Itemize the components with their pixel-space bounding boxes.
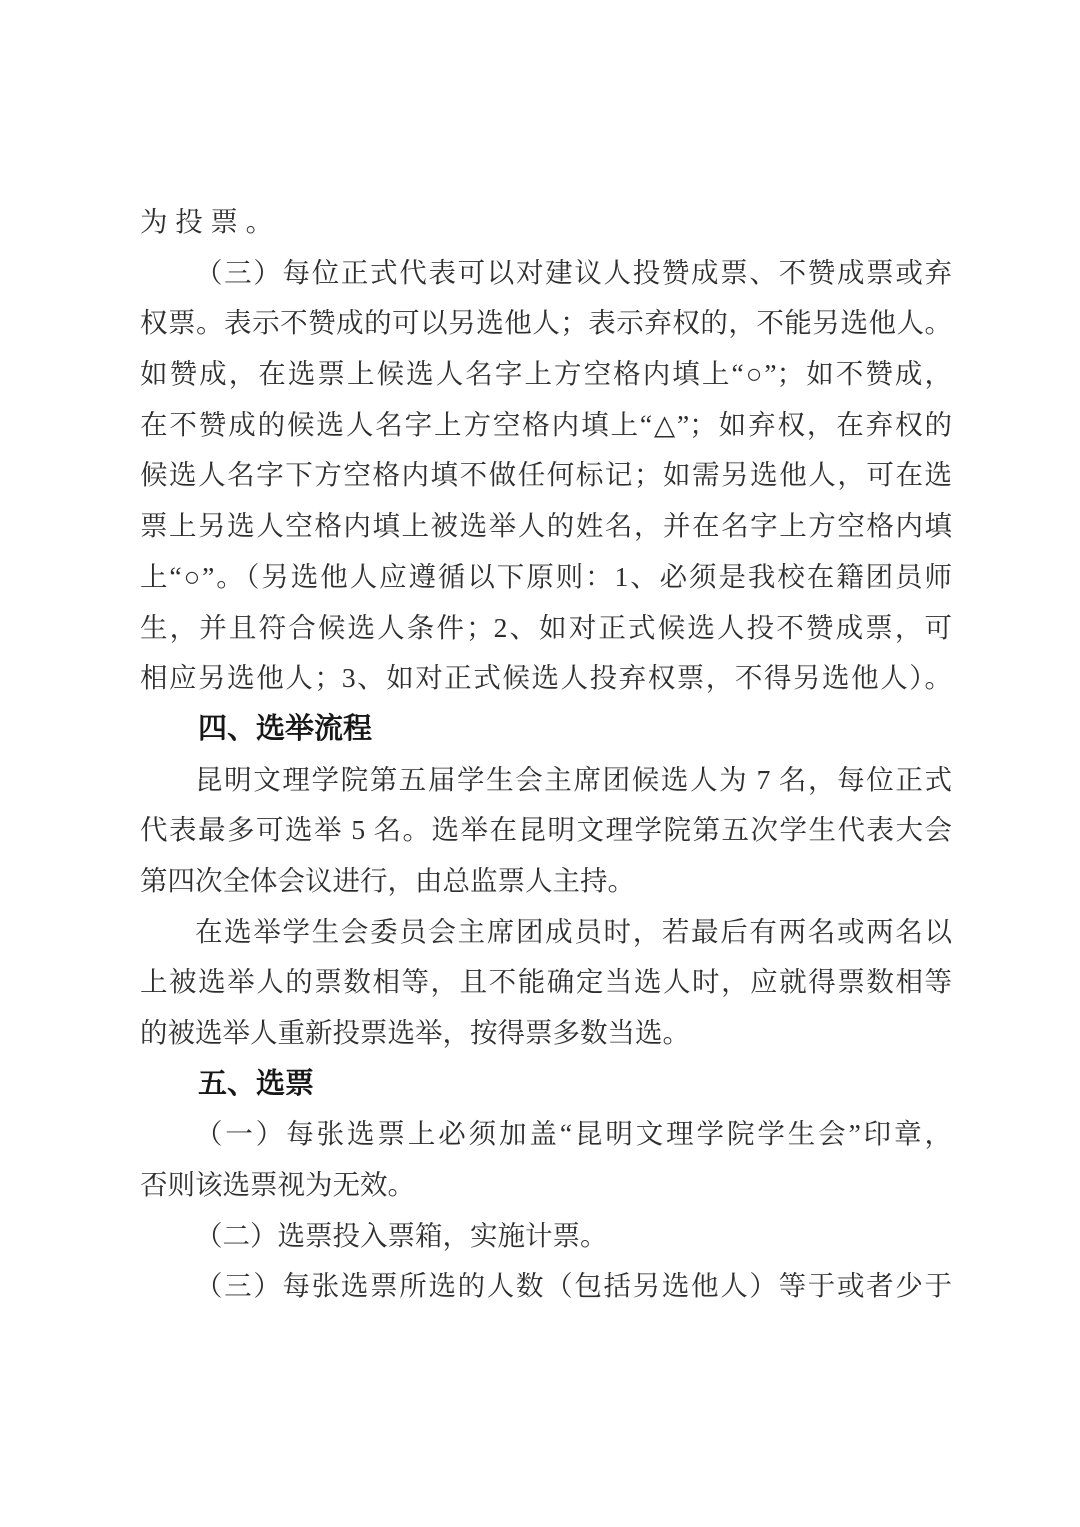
text-line: 权票。表示不赞成的可以另选他人；表示弃权的，不能另选他人。 bbox=[140, 307, 952, 339]
text-line: 上“○”。（另选他人应遵循以下原则：1、必须是我校在籍团员师 bbox=[140, 560, 952, 592]
text-line: （三）每位正式代表可以对建议人投赞成票、不赞成票或弃 bbox=[195, 256, 952, 288]
text-line: 相应另选他人；3、如对正式候选人投弃权票，不得另选他人）。 bbox=[140, 662, 952, 694]
text-line: 如赞成，在选票上候选人名字上方空格内填上“○”；如不赞成， bbox=[140, 358, 952, 390]
section-heading: 五、选票 bbox=[198, 1067, 315, 1100]
text-line: 在不赞成的候选人名字上方空格内填上“△”；如弃权，在弃权的 bbox=[140, 408, 952, 440]
text-line: （三）每张选票所选的人数（包括另选他人）等于或者少于 bbox=[195, 1270, 952, 1302]
text-line: 为投票。 bbox=[140, 206, 281, 237]
text-line: 昆明文理学院第五届学生会主席团候选人为 7 名，每位正式 bbox=[195, 763, 952, 795]
text-line: （二）选票投入票箱，实施计票。 bbox=[195, 1219, 608, 1251]
text-line: 票上另选人空格内填上被选举人的姓名，并在名字上方空格内填 bbox=[140, 510, 952, 542]
document-body bbox=[140, 197, 952, 1312]
text-line: 候选人名字下方空格内填不做任何标记；如需另选他人，可在选 bbox=[140, 459, 952, 491]
section-heading: 四、选举流程 bbox=[198, 712, 373, 745]
text-line: 的被选举人重新投票选举，按得票多数当选。 bbox=[140, 1017, 690, 1048]
text-line: 否则该选票视为无效。 bbox=[140, 1169, 415, 1201]
text-line: （一）每张选票上必须加盖“昆明文理学院学生会”印章， bbox=[195, 1118, 952, 1150]
text-line: 生，并且符合候选人条件；2、如对正式候选人投不赞成票，可 bbox=[140, 611, 952, 643]
text-line: 在选举学生会委员会主席团成员时，若最后有两名或两名以 bbox=[195, 915, 952, 947]
text-line: 第四次全体会议进行，由总监票人主持。 bbox=[140, 864, 635, 896]
text-line: 上被选举人的票数相等，且不能确定当选人时，应就得票数相等 bbox=[140, 966, 952, 998]
text-line: 代表最多可选举 5 名。选举在昆明文理学院第五次学生代表大会 bbox=[140, 814, 952, 846]
